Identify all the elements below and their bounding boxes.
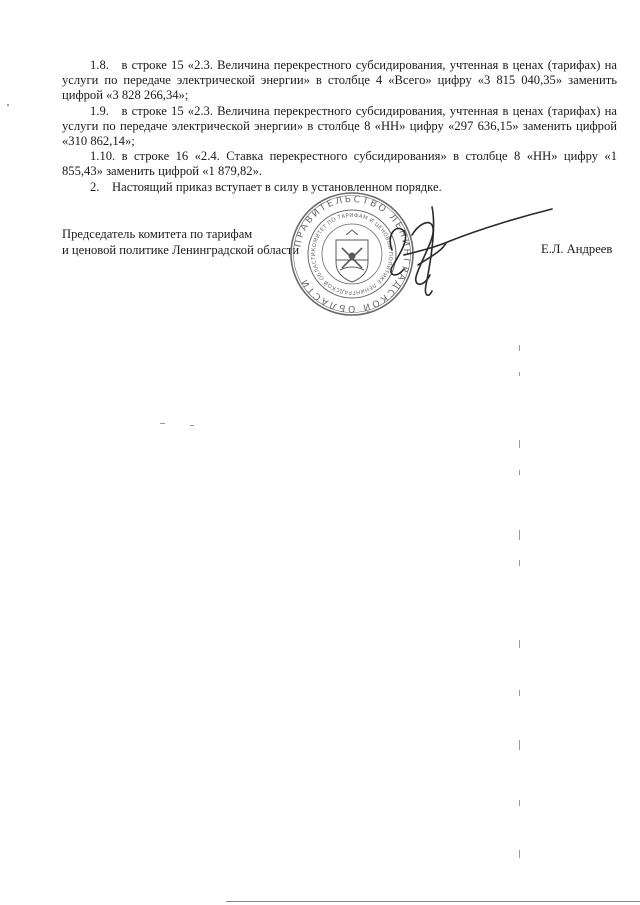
paragraph-1-9: 1.9. в строке 15 «2.3. Величина перекрестного субсидирования, учтенная в ценах (тарифах) на услуги по передаче электрической энергии» в столбце 8 «НН» цифру «297 636,15» заменить цифрой «310 862,14»; [62, 103, 617, 149]
scan-bottom-edge [226, 901, 640, 902]
paragraph-1-10: 1.10. в строке 16 «2.4. Ставка перекрестного субсидирования» в столбце 8 «НН» цифру «1 855,43» заменить цифрой «1 879,82». [62, 149, 617, 179]
paragraph-2: 2. Настоящий приказ вступает в силу в установленном порядке. [90, 179, 442, 194]
position-line-1: Председатель комитета по тарифам [62, 227, 253, 241]
paragraph-1-8: 1.8. в строке 15 «2.3. Величина перекрестного субсидирования, учтенная в ценах (тарифах) на услуги по передаче электрической энергии» в столбце 4 «Всего» цифру «3 815 040,35» заменить цифрой «3 828 266,34»; [62, 58, 617, 103]
signatory-name: Е.Л. Андреев [541, 242, 613, 256]
svg-text:ПРАВИТЕЛЬСТВО ЛЕНИНГРАДСКОЙ ОБ: ПРАВИТЕЛЬСТВО ЛЕНИНГРАДСКОЙ ОБЛАСТИ [292, 193, 413, 315]
position-line-2: и ценовой политике Ленинградской области [62, 242, 300, 257]
svg-text:КОМИТЕТ ПО ТАРИФАМ И ЦЕНОВОЙ П: КОМИТЕТ ПО ТАРИФАМ И ЦЕНОВОЙ ПОЛИТИКЕ ЛЕНИНГРАДСКОЙ ОБЛАСТИ [310, 212, 394, 296]
